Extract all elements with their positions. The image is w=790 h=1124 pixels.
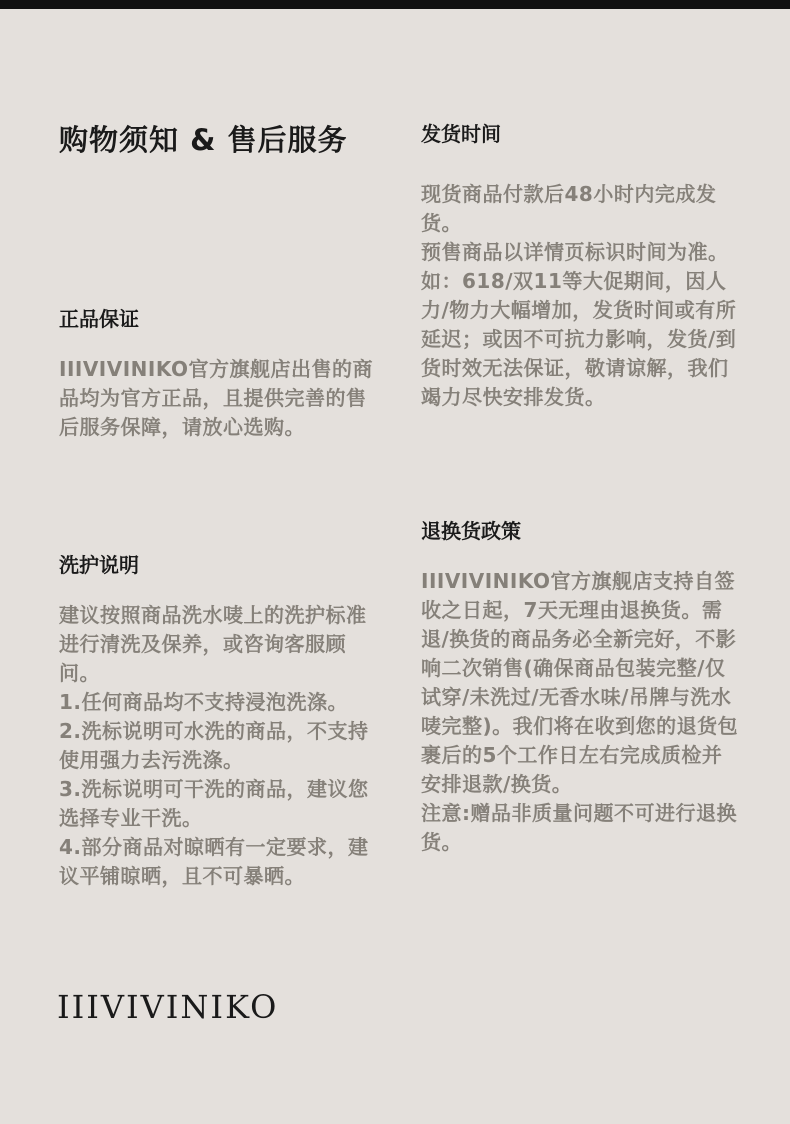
care-paragraph-3: 3.洗标说明可干洗的商品，建议您选择专业干洗。 xyxy=(59,777,369,830)
section-authentic-guarantee xyxy=(59,305,377,442)
section-body-care xyxy=(59,601,377,891)
section-heading-shipping: 发货时间 xyxy=(421,122,501,146)
care-paragraph-intro: 建议按照商品洗水唛上的洗护标准进行清洗及保养，或咨询客服顾问。 xyxy=(59,603,367,685)
authentic-paragraph: IIIVIVINIKO官方旗舰店出售的商品均为官方正品，且提供完善的售后服务保障，请放心选购。 xyxy=(59,357,373,439)
section-care-instructions xyxy=(59,551,377,891)
returns-paragraph-policy: IIIVIVINIKO官方旗舰店支持自签收之日起，7天无理由退换货。需退/换货的商品务必全新完好，不影响二次销售(确保商品包装完整/仅试穿/未洗过/无香水味/吊牌与洗水唛完整)。我们将在收到您的退货包裹后的5个工作日左右完成质检并安排退款/换货。 xyxy=(421,569,739,796)
section-body-authentic xyxy=(59,355,377,442)
section-body-returns xyxy=(421,567,739,857)
top-bar xyxy=(0,0,790,9)
care-paragraph-1: 1.任何商品均不支持浸泡洗涤。 xyxy=(59,690,349,714)
section-body-shipping xyxy=(421,180,739,412)
section-shipping-time xyxy=(421,120,739,412)
care-paragraph-4: 4.部分商品对晾晒有一定要求，建议平铺晾晒，且不可暴晒。 xyxy=(59,835,369,888)
section-return-policy xyxy=(421,517,739,857)
section-heading-returns: 退换货政策 xyxy=(421,519,521,543)
care-paragraph-2: 2.洗标说明可水洗的商品，不支持使用强力去污洗涤。 xyxy=(59,719,369,772)
returns-paragraph-note: 注意:赠品非质量问题不可进行退换货。 xyxy=(421,801,737,854)
shipping-paragraph-in-stock: 现货商品付款后48小时内完成发货。 xyxy=(421,182,717,235)
section-heading-care: 洗护说明 xyxy=(59,553,139,577)
shipping-paragraph-presale: 预售商品以详情页标识时间为准。如：618/双11等大促期间，因人力/物力大幅增加，发货时间或有所延迟；或因不可抗力影响，发货/到货时效无法保证，敬请谅解，我们竭力尽快安排发货。 xyxy=(421,240,737,409)
page-title: 购物须知 & 售后服务 xyxy=(59,123,348,157)
section-heading-authentic: 正品保证 xyxy=(59,307,139,331)
brand-logo: IIIVIVINIKO xyxy=(57,988,279,1026)
